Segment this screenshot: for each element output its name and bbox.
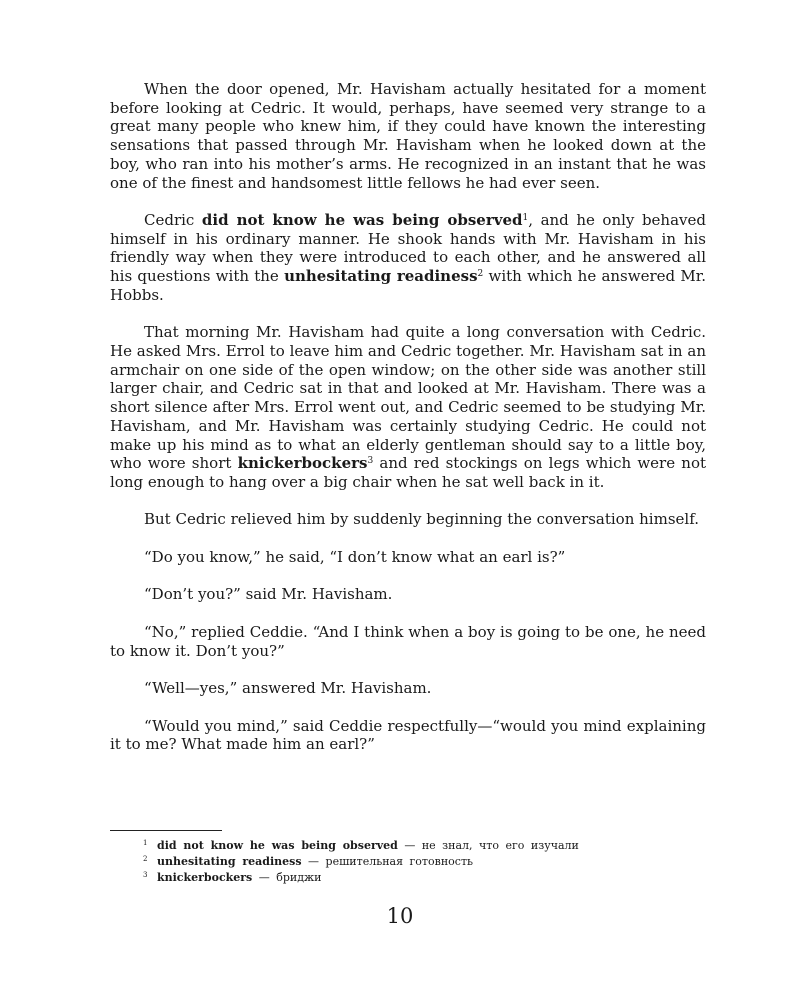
footnote-translation: не знал, что его изучали [421, 839, 579, 852]
footnote-ref[interactable]: 3 [367, 456, 374, 467]
body-text [110, 80, 706, 754]
paragraph-2 [110, 211, 706, 305]
paragraph-7 [110, 623, 706, 660]
footnote-divider [110, 830, 222, 831]
paragraph-8 [110, 679, 706, 698]
paragraph-text: Cedric [144, 211, 202, 230]
footnote-number: 2 [143, 855, 148, 863]
footnote-term: knickerbockers [157, 871, 253, 884]
footnote-translation: бриджи [276, 871, 322, 884]
footnote-2 [110, 854, 706, 870]
footnote-dash: — [404, 839, 416, 852]
glossed-term: unhesitating readiness [284, 267, 478, 286]
paragraph-text: “Would you mind,” said Ceddie respectfully—“would you mind explaining it to me? What made him an earl?” [110, 716, 706, 754]
paragraph-9 [110, 717, 706, 754]
paragraph-text: “Well—yes,” answered Mr. Havisham. [144, 679, 432, 698]
paragraph-text: with which he answered Mr. Hobbs. [110, 267, 706, 304]
paragraph-5 [110, 548, 706, 567]
paragraph-text: That morning Mr. Havisham had quite a long conversation with Cedric. He asked Mrs. Errol to leave him and Cedric together. Mr. Havisham sat in an armchair on one side of the open window; on the other side was another still larger chair, and Cedric sat in that and looked at Mr. Havisham. There was a short silence after Mrs. Errol went out, and Cedric seemed to be studying Mr. Havisham, and Mr. Havisham was certainly studying Cedric. He could not make up his mind as to what an elderly gentleman should say to a little boy, who wore short [110, 323, 706, 473]
footnote-translation: решительная готовность [325, 855, 474, 868]
paragraph-4 [110, 510, 706, 529]
footnote-1 [110, 838, 706, 854]
page-number: 10 [386, 904, 414, 928]
footnote-number: 1 [143, 839, 148, 847]
paragraph-6 [110, 585, 706, 604]
paragraph-1 [110, 80, 706, 192]
paragraph-text: “Do you know,” he said, “I don’t know what an earl is?” [144, 547, 566, 566]
footnote-ref[interactable]: 1 [522, 213, 529, 224]
glossed-term: knickerbockers [237, 454, 368, 473]
footnote-ref[interactable]: 2 [477, 269, 484, 280]
footnote-term: unhesitating readiness [157, 855, 302, 868]
paragraph-text: and red stockings on legs which were not long enough to hang over a big chair when he sat well back in it. [110, 454, 706, 491]
footnote-dash: — [308, 855, 320, 868]
paragraph-text: “No,” replied Ceddie. “And I think when a boy is going to be one, he need to know it. Don’t you?” [110, 622, 706, 660]
paragraph-text: When the door opened, Mr. Havisham actually hesitated for a moment before looking at Cedric. It would, perhaps, have seemed very strange to a great many people who knew him, if they could have known the interesting sensations that passed through Mr. Havisham when he looked down at the boy, who ran into his mother’s arms. He recognized in an instant that he was one of the finest and handsomest little fellows he had ever seen. [110, 80, 706, 192]
glossed-term: did not know he was being observed [201, 211, 523, 230]
footnote-number: 3 [143, 871, 148, 879]
paragraph-text: “Don’t you?” said Mr. Havisham. [144, 585, 393, 604]
paragraph-text: But Cedric relieved him by suddenly beginning the conversation himself. [144, 510, 699, 529]
footnote-3 [110, 870, 706, 886]
paragraph-text: , and he only behaved himself in his ordinary manner. He shook hands with Mr. Havisham in his friendly way when they were introduced to each other, and he answered all his questions with the [110, 211, 706, 286]
footnotes [110, 838, 706, 886]
footnote-term: did not know he was being observed [157, 839, 398, 852]
footnote-dash: — [258, 871, 270, 884]
paragraph-3 [110, 323, 706, 491]
